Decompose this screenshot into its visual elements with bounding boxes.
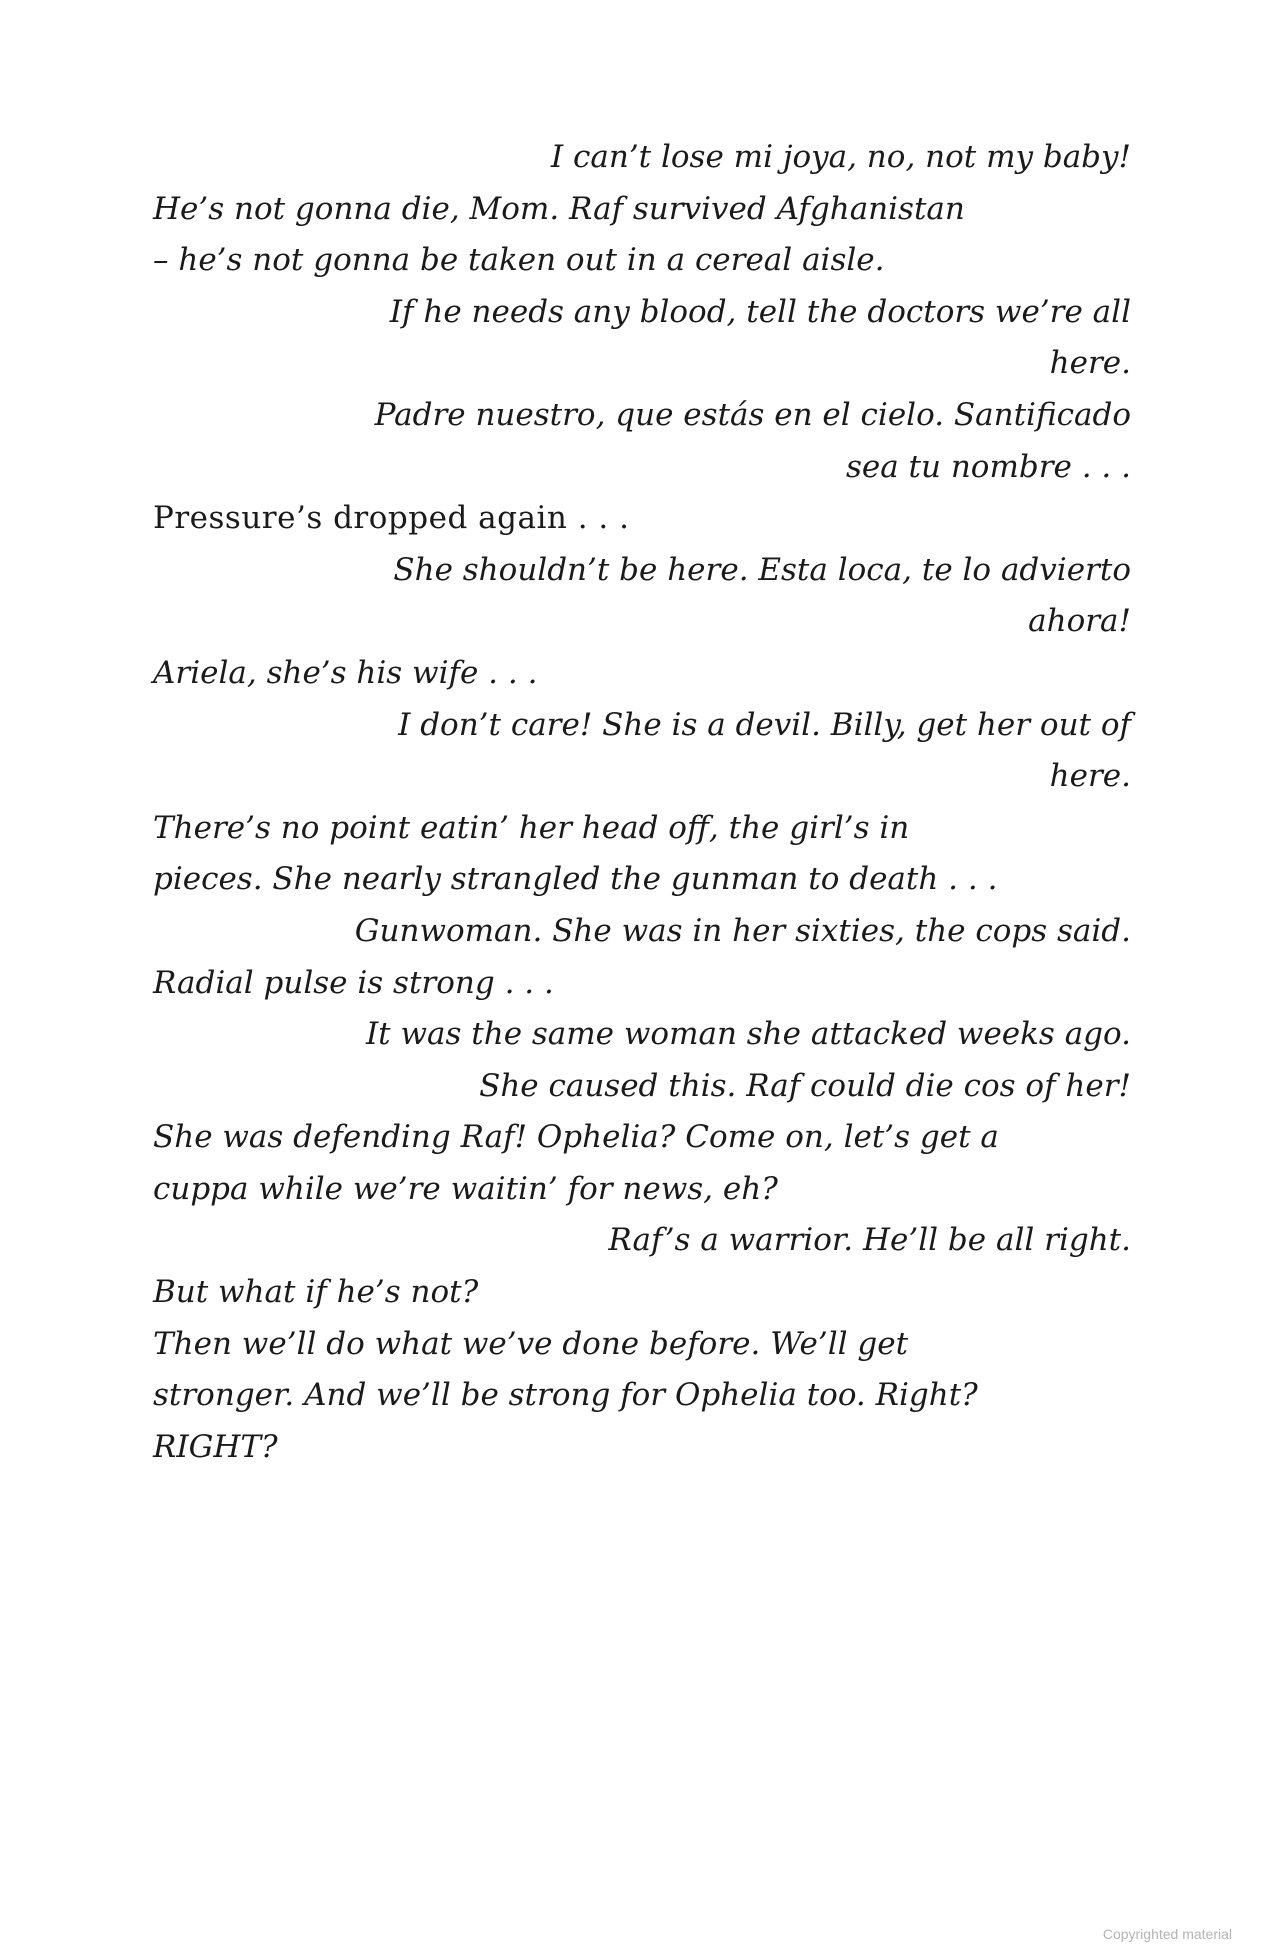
- dialogue-line: Raf’s a warrior. He’ll be all right.: [608, 1222, 1131, 1259]
- dialogue-line: If he needs any blood, tell the doctors we’re all: [389, 293, 1131, 330]
- dialogue-line: I can’t lose mi joya, no, not my baby!: [550, 139, 1131, 175]
- dialogue-line: Radial pulse is strong . . .: [153, 964, 554, 1001]
- dialogue-line: Gunwoman. She was in her sixties, the cops said.: [354, 912, 1131, 949]
- dialogue-line: stronger. And we’ll be strong for Ophelia too. Right?: [153, 1377, 978, 1414]
- dialogue-line: RIGHT?: [153, 1428, 278, 1465]
- dialogue-line: She was defending Raf! Ophelia? Come on, let’s get a: [153, 1119, 999, 1156]
- dialogue-line: Ariela, she’s his wife . . .: [153, 654, 538, 691]
- dialogue-line: – he’s not gonna be taken out in a cereal aisle.: [153, 242, 885, 279]
- copyright-watermark: Copyrighted material: [1102, 1926, 1232, 1942]
- dialogue-line: ahora!: [1028, 603, 1131, 640]
- dialogue-line: here.: [1049, 758, 1131, 795]
- dialogue-line: here.: [1049, 345, 1131, 382]
- dialogue-line: There’s no point eatin’ her head off, the girl’s in: [153, 809, 910, 846]
- dialogue-text-block: [153, 132, 1131, 1473]
- dialogue-line: Pressure’s dropped again . . .: [153, 500, 630, 537]
- dialogue-line: cuppa while we’re waitin’ for news, eh?: [153, 1170, 778, 1207]
- dialogue-line: Then we’ll do what we’ve done before. We’ll get: [153, 1325, 909, 1362]
- dialogue-line: Padre nuestro, que estás en el cielo. Santificado: [374, 396, 1131, 433]
- dialogue-line: But what if he’s not?: [153, 1274, 479, 1311]
- dialogue-line: He’s not gonna die, Mom. Raf survived Afghanistan: [153, 190, 965, 227]
- dialogue-line: sea tu nombre . . .: [845, 448, 1131, 485]
- dialogue-line: She shouldn’t be here. Esta loca, te lo advierto: [393, 551, 1131, 588]
- dialogue-line: pieces. She nearly strangled the gunman to death . . .: [153, 861, 998, 898]
- dialogue-line: I don’t care! She is a devil. Billy, get her out of: [398, 706, 1131, 743]
- dialogue-line: She caused this. Raf could die cos of her!: [479, 1067, 1131, 1104]
- dialogue-line: It was the same woman she attacked weeks ago.: [365, 1016, 1131, 1053]
